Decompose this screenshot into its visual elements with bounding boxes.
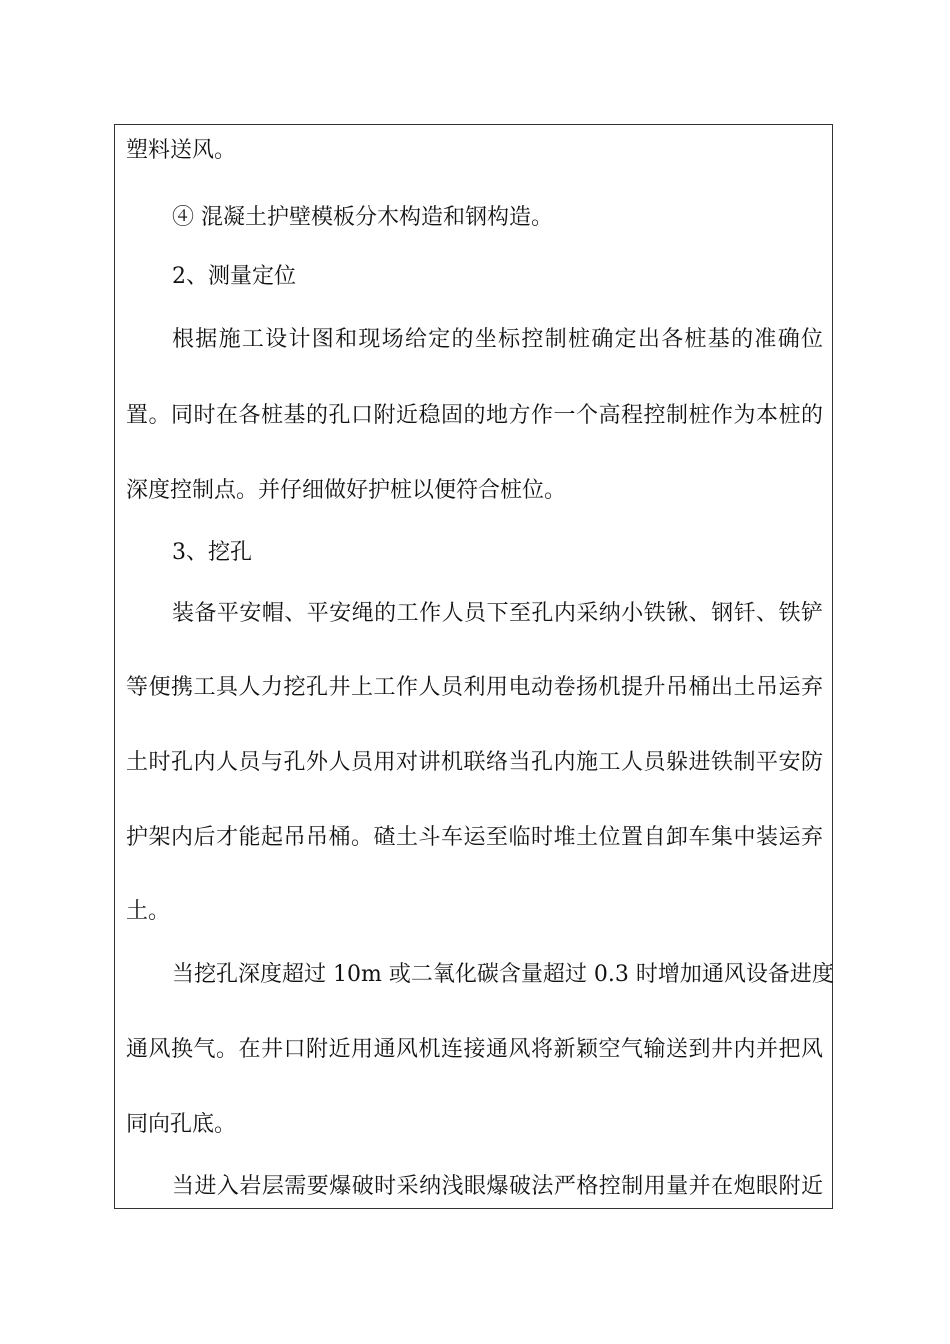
- text-line: 塑料送风。: [126, 138, 237, 163]
- text-line: 土。: [126, 899, 171, 924]
- text-line: 根据施工设计图和现场给定的坐标控制桩确定出各桩基的准确位: [172, 327, 823, 352]
- text-line: 同向孔底。: [126, 1112, 237, 1137]
- text-line: 土时孔内人员与孔外人员用对讲机联络当孔内施工人员躲进铁制平安防: [126, 750, 823, 775]
- text-line: 等便携工具人力挖孔井上工作人员利用电动卷扬机提升吊桶出土吊运弃: [126, 675, 823, 700]
- text-line: 装备平安帽、平安绳的工作人员下至孔内采纳小铁锹、钢钎、铁铲: [172, 601, 823, 626]
- text-line: 深度控制点。并仔细做好护桩以便符合桩位。: [126, 478, 567, 503]
- text-line: 当挖孔深度超过 10m 或二氧化碳含量超过 0.3 时增加通风设备进度: [172, 962, 834, 987]
- text-line: ④ 混凝土护壁模板分木构造和钢构造。: [172, 205, 553, 230]
- text-line: 置。同时在各桩基的孔口附近稳固的地方作一个高程控制桩作为本桩的: [126, 403, 823, 428]
- text-line: 当进入岩层需要爆破时采纳浅眼爆破法严格控制用量并在炮眼附近: [172, 1174, 823, 1199]
- text-line: 护架内后才能起吊吊桶。碴土斗车运至临时堆土位置自卸车集中装运弃: [126, 825, 823, 850]
- section-heading: 2、测量定位: [172, 264, 296, 289]
- section-heading: 3、挖孔: [172, 540, 252, 565]
- text-line: 通风换气。在井口附近用通风机连接通风将新颖空气输送到井内并把风: [126, 1037, 823, 1062]
